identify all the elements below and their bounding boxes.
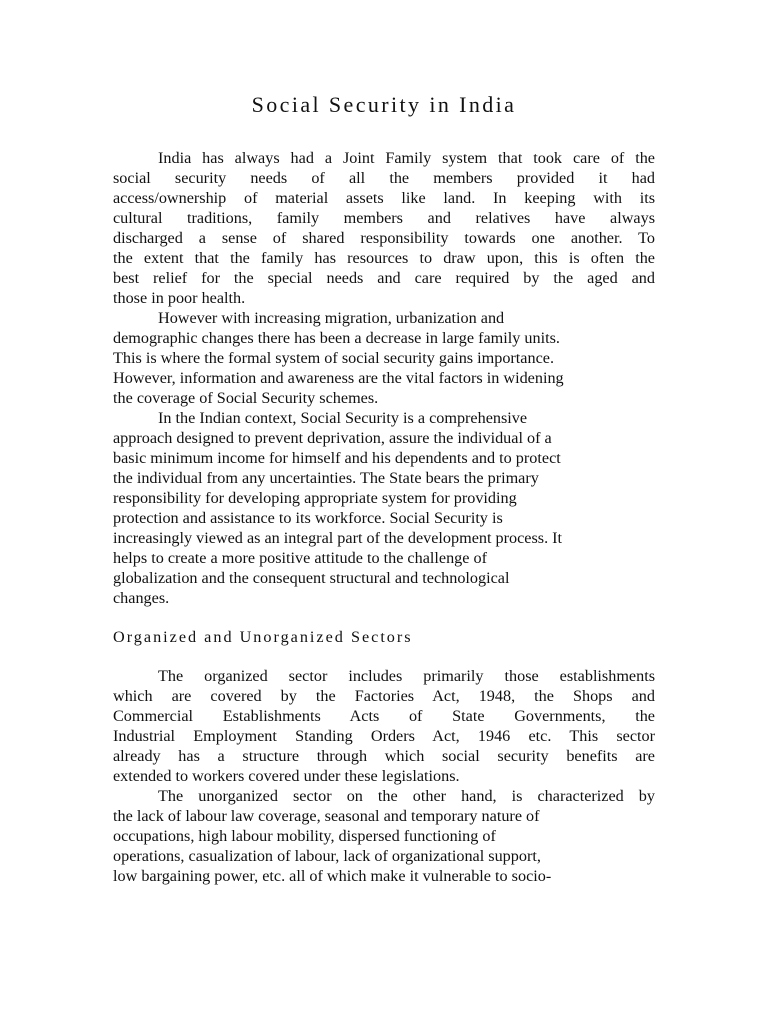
text-line: demographic changes there has been a decrease in large family units. [113, 329, 560, 347]
text-line: access/ownership of material assets like land. In keeping with its [113, 189, 655, 207]
text-line: India has always had a Joint Family system that took care of the [158, 149, 655, 167]
text-line: cultural traditions, family members and relatives have always [113, 209, 655, 227]
text-line: globalization and the consequent structural and technological [113, 569, 510, 587]
text-line: already has a structure through which social security benefits are [113, 747, 655, 765]
text-line: which are covered by the Factories Act, 1948, the Shops and [113, 687, 655, 705]
text-line: However, information and awareness are the vital factors in widening [113, 369, 564, 387]
text-line: basic minimum income for himself and his dependents and to protect [113, 449, 561, 467]
text-line: the coverage of Social Security schemes. [113, 389, 379, 407]
text-line: the extent that the family has resources to draw upon, this is often the [113, 249, 655, 267]
text-line: those in poor health. [113, 289, 246, 307]
text-line: increasingly viewed as an integral part of the development process. It [113, 529, 563, 547]
text-line: In the Indian context, Social Security is a comprehensive [158, 409, 528, 427]
text-line: The organized sector includes primarily those establishments [158, 667, 655, 685]
text-line: protection and assistance to its workforce. Social Security is [113, 509, 503, 527]
text-line: approach designed to prevent deprivation, assure the individual of a [113, 429, 552, 447]
text-line: the lack of labour law coverage, seasonal and temporary nature of [113, 807, 540, 825]
text-line: However with increasing migration, urbanization and [158, 309, 505, 327]
text-line: helps to create a more positive attitude to the challenge of [113, 549, 487, 567]
text-line: This is where the formal system of social security gains importance. [113, 349, 554, 367]
text-line: The unorganized sector on the other hand, is characterized by [158, 787, 655, 805]
text-line: the individual from any uncertainties. The State bears the primary [113, 469, 539, 487]
text-line: responsibility for developing appropriate system for providing [113, 489, 517, 507]
text-line: best relief for the special needs and care required by the aged and [113, 269, 655, 287]
text-line: changes. [113, 589, 170, 607]
text-line: Industrial Employment Standing Orders Act, 1946 etc. This sector [113, 727, 655, 745]
text-line: operations, casualization of labour, lack of organizational support, [113, 847, 541, 865]
text-line: occupations, high labour mobility, dispersed functioning of [113, 827, 496, 845]
text-line: extended to workers covered under these legislations. [113, 767, 460, 785]
text-line: social security needs of all the members provided it had [113, 169, 655, 187]
document-title: Social Security in India [251, 92, 517, 117]
section-heading: Organized and Unorganized Sectors [113, 628, 413, 646]
text-line: Commercial Establishments Acts of State Governments, the [113, 707, 655, 725]
text-line: low bargaining power, etc. all of which make it vulnerable to socio- [113, 867, 552, 885]
text-line: discharged a sense of shared responsibility towards one another. To [113, 229, 655, 247]
section-2-body [113, 666, 655, 886]
section-1-body [113, 148, 655, 608]
